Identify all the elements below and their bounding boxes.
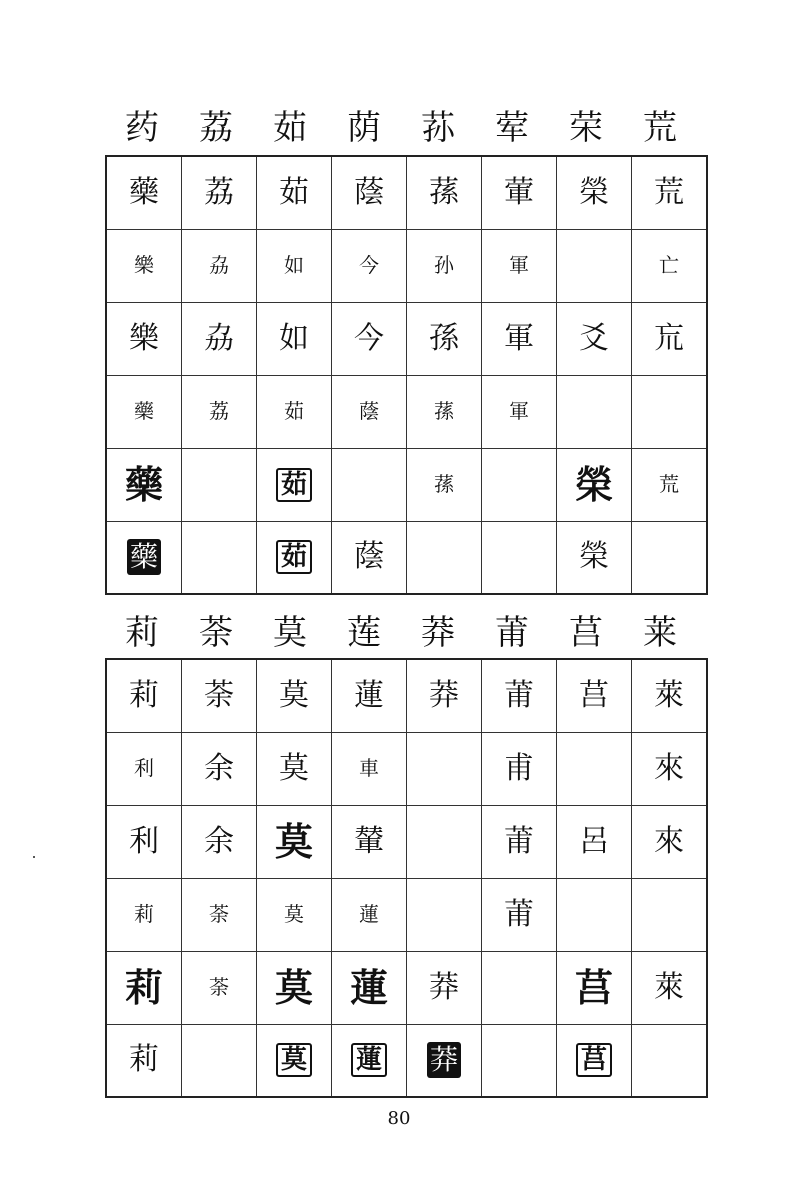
glyph-variant: 蔭 xyxy=(354,539,384,575)
glyph-variant: 萊 xyxy=(654,677,684,713)
glyph-cell xyxy=(106,302,182,375)
empty-cell xyxy=(182,448,257,521)
glyph-row xyxy=(106,732,707,805)
glyph-cell xyxy=(557,659,632,732)
empty-cell xyxy=(482,1024,557,1097)
empty-cell xyxy=(407,805,482,878)
glyph-cell xyxy=(182,229,257,302)
glyph-cell xyxy=(106,375,182,448)
glyph-cell xyxy=(106,1024,182,1097)
empty-cell xyxy=(632,878,708,951)
glyph-variant: 余 xyxy=(204,750,234,786)
glyph-variant: 葷 xyxy=(504,174,534,210)
glyph-variant: 莽 xyxy=(427,1042,461,1078)
empty-cell xyxy=(557,878,632,951)
glyph-cell xyxy=(257,521,332,594)
glyph-cell xyxy=(482,878,557,951)
glyph-cell xyxy=(557,1024,632,1097)
glyph-variant: 軍 xyxy=(509,253,529,277)
column-header: 莽 xyxy=(421,613,455,653)
glyph-cell xyxy=(557,805,632,878)
glyph-cell xyxy=(632,732,708,805)
glyph-cell xyxy=(332,659,407,732)
column-header: 莉 xyxy=(125,613,159,653)
glyph-cell xyxy=(257,659,332,732)
glyph-variant: 莒 xyxy=(576,1043,612,1077)
empty-cell xyxy=(632,1024,708,1097)
glyph-row xyxy=(106,156,707,229)
glyph-row xyxy=(106,521,707,594)
glyph-cell xyxy=(182,302,257,375)
glyph-variant: 蓮 xyxy=(349,964,388,1010)
glyph-variant: 甫 xyxy=(504,750,534,786)
column-header: 莒 xyxy=(569,613,603,653)
glyph-cell xyxy=(332,732,407,805)
glyph-variant: 莉 xyxy=(129,677,159,713)
glyph-variant: 莫 xyxy=(279,750,309,786)
column-header: 荤 xyxy=(495,108,529,148)
glyph-cell xyxy=(257,375,332,448)
glyph-variant: 軍 xyxy=(509,399,529,423)
glyph-variant: 利 xyxy=(129,823,159,859)
glyph-row xyxy=(106,1024,707,1097)
glyph-variant: 榮 xyxy=(579,174,609,210)
glyph-cell xyxy=(332,229,407,302)
page-number: 80 xyxy=(387,1108,411,1129)
glyph-variant: 莫 xyxy=(274,818,313,864)
glyph-cell xyxy=(482,156,557,229)
glyph-variant: 蓀 xyxy=(434,399,454,423)
glyph-variant: 莫 xyxy=(284,902,304,926)
header-row xyxy=(105,613,697,653)
glyph-variant: 樂 xyxy=(134,253,154,277)
glyph-variant: 莽 xyxy=(429,677,459,713)
glyph-variant: 劦 xyxy=(204,320,234,356)
glyph-variant: 藥 xyxy=(124,461,163,507)
glyph-cell xyxy=(632,302,708,375)
glyph-cell xyxy=(257,878,332,951)
empty-cell xyxy=(632,521,708,594)
empty-cell xyxy=(182,1024,257,1097)
glyph-cell xyxy=(557,302,632,375)
glyph-cell xyxy=(482,375,557,448)
glyph-variant: 蔭 xyxy=(354,174,384,210)
glyph-variant: 荼 xyxy=(204,677,234,713)
glyph-cell xyxy=(332,951,407,1024)
glyph-variant: 軍 xyxy=(504,320,534,356)
glyph-variant: 荒 xyxy=(659,472,679,496)
glyph-variant: 莫 xyxy=(276,1043,312,1077)
glyph-variant: 來 xyxy=(654,750,684,786)
glyph-cell xyxy=(557,448,632,521)
glyph-cell xyxy=(182,951,257,1024)
column-header: 莫 xyxy=(273,613,307,653)
glyph-cell xyxy=(332,156,407,229)
glyph-cell xyxy=(332,375,407,448)
column-header: 荼 xyxy=(199,613,233,653)
glyph-row xyxy=(106,805,707,878)
glyph-variant: 樂 xyxy=(129,320,159,356)
glyph-variant: 莽 xyxy=(429,969,459,1005)
glyph-cell xyxy=(106,448,182,521)
glyph-variant: 荔 xyxy=(204,174,234,210)
glyph-variant: 利 xyxy=(134,756,154,780)
glyph-cell xyxy=(257,951,332,1024)
glyph-variant: 亡 xyxy=(659,253,679,277)
glyph-cell xyxy=(257,805,332,878)
glyph-grid xyxy=(105,155,708,595)
glyph-cell xyxy=(106,156,182,229)
glyph-variant: 莆 xyxy=(504,823,534,859)
column-header: 荒 xyxy=(643,108,677,148)
glyph-cell xyxy=(257,156,332,229)
glyph-variant: 爻 xyxy=(579,320,609,356)
glyph-cell xyxy=(632,156,708,229)
glyph-cell xyxy=(407,229,482,302)
column-header: 茹 xyxy=(273,108,307,148)
glyph-cell xyxy=(257,448,332,521)
glyph-variant: 茹 xyxy=(284,399,304,423)
glyph-variant: 莆 xyxy=(504,896,534,932)
glyph-variant: 莒 xyxy=(579,677,609,713)
glyph-variant: 藥 xyxy=(134,399,154,423)
glyph-variant: 莫 xyxy=(274,964,313,1010)
glyph-cell xyxy=(332,805,407,878)
glyph-variant: 莉 xyxy=(134,902,154,926)
glyph-cell xyxy=(632,805,708,878)
glyph-cell xyxy=(407,1024,482,1097)
glyph-cell xyxy=(407,951,482,1024)
glyph-cell xyxy=(407,302,482,375)
glyph-variant: 呂 xyxy=(579,823,609,859)
empty-cell xyxy=(332,448,407,521)
glyph-variant: 今 xyxy=(354,320,384,356)
glyph-variant: 蓀 xyxy=(429,174,459,210)
header-row xyxy=(105,108,697,148)
glyph-variant: 荒 xyxy=(654,174,684,210)
glyph-variant: 莫 xyxy=(279,677,309,713)
glyph-cell xyxy=(257,732,332,805)
glyph-row xyxy=(106,302,707,375)
empty-cell xyxy=(407,878,482,951)
empty-cell xyxy=(482,521,557,594)
glyph-cell xyxy=(332,521,407,594)
glyph-cell xyxy=(182,156,257,229)
glyph-variant: 莉 xyxy=(129,1042,159,1078)
glyph-variant: 藥 xyxy=(127,539,161,575)
glyph-variant: 輦 xyxy=(354,823,384,859)
empty-cell xyxy=(407,732,482,805)
glyph-row xyxy=(106,878,707,951)
glyph-cell xyxy=(482,805,557,878)
glyph-cell xyxy=(257,1024,332,1097)
glyph-variant: 蓀 xyxy=(434,472,454,496)
glyph-cell xyxy=(106,521,182,594)
glyph-row xyxy=(106,659,707,732)
glyph-cell xyxy=(407,448,482,521)
glyph-cell xyxy=(182,659,257,732)
glyph-variant: 蓮 xyxy=(351,1043,387,1077)
glyph-variant: 莉 xyxy=(124,964,163,1010)
glyph-variant: 劦 xyxy=(209,253,229,277)
glyph-variant: 孫 xyxy=(429,320,459,356)
glyph-variant: 蓮 xyxy=(354,677,384,713)
glyph-row xyxy=(106,375,707,448)
glyph-cell xyxy=(106,659,182,732)
glyph-cell xyxy=(332,1024,407,1097)
column-header: 莲 xyxy=(347,613,381,653)
glyph-variant: 萊 xyxy=(654,969,684,1005)
glyph-cell xyxy=(106,878,182,951)
glyph-variant: 荼 xyxy=(209,975,229,999)
glyph-variant: 茹 xyxy=(279,174,309,210)
glyph-cell xyxy=(106,951,182,1024)
glyph-grid xyxy=(105,658,708,1098)
glyph-cell xyxy=(632,229,708,302)
glyph-cell xyxy=(332,302,407,375)
glyph-cell xyxy=(182,375,257,448)
empty-cell xyxy=(557,732,632,805)
glyph-variant: 荼 xyxy=(209,902,229,926)
column-header: 荔 xyxy=(199,108,233,148)
glyph-cell xyxy=(182,805,257,878)
glyph-variant: 蓮 xyxy=(359,902,379,926)
column-header: 荫 xyxy=(347,108,381,148)
empty-cell xyxy=(632,375,708,448)
empty-cell xyxy=(557,375,632,448)
empty-cell xyxy=(482,951,557,1024)
glyph-variant: 莒 xyxy=(574,964,613,1010)
column-header: 荪 xyxy=(421,108,455,148)
glyph-cell xyxy=(182,732,257,805)
glyph-cell xyxy=(106,805,182,878)
glyph-cell xyxy=(482,302,557,375)
empty-cell xyxy=(482,448,557,521)
glyph-cell xyxy=(557,951,632,1024)
glyph-variant: 來 xyxy=(654,823,684,859)
glyph-cell xyxy=(632,951,708,1024)
glyph-variant: 榮 xyxy=(579,539,609,575)
glyph-row xyxy=(106,448,707,521)
glyph-row xyxy=(106,229,707,302)
glyph-variant: 榮 xyxy=(574,461,613,507)
glyph-cell xyxy=(182,878,257,951)
glyph-cell xyxy=(482,732,557,805)
glyph-cell xyxy=(557,521,632,594)
glyph-cell xyxy=(482,659,557,732)
glyph-variant: 孙 xyxy=(434,253,454,277)
glyph-variant: 茹 xyxy=(276,540,312,574)
glyph-cell xyxy=(632,448,708,521)
glyph-cell xyxy=(407,375,482,448)
empty-cell xyxy=(557,229,632,302)
glyph-variant: 巟 xyxy=(654,320,684,356)
column-header: 荣 xyxy=(569,108,603,148)
glyph-row xyxy=(106,951,707,1024)
print-speck xyxy=(33,856,35,858)
column-header: 莆 xyxy=(495,613,529,653)
glyph-cell xyxy=(257,229,332,302)
column-header: 莱 xyxy=(643,613,677,653)
glyph-cell xyxy=(106,229,182,302)
glyph-variant: 茹 xyxy=(276,468,312,502)
glyph-variant: 余 xyxy=(204,823,234,859)
glyph-cell xyxy=(632,659,708,732)
glyph-cell xyxy=(257,302,332,375)
glyph-variant: 今 xyxy=(359,253,379,277)
glyph-variant: 莆 xyxy=(504,677,534,713)
glyph-variant: 荔 xyxy=(209,399,229,423)
empty-cell xyxy=(407,521,482,594)
glyph-cell xyxy=(407,659,482,732)
glyph-cell xyxy=(557,156,632,229)
glyph-cell xyxy=(482,229,557,302)
glyph-variant: 藥 xyxy=(129,174,159,210)
glyph-variant: 蔭 xyxy=(359,399,379,423)
column-header: 药 xyxy=(125,108,159,148)
glyph-variant: 車 xyxy=(359,756,379,780)
glyph-cell xyxy=(407,156,482,229)
glyph-cell xyxy=(106,732,182,805)
glyph-variant: 如 xyxy=(284,253,304,277)
empty-cell xyxy=(182,521,257,594)
glyph-cell xyxy=(332,878,407,951)
glyph-variant: 如 xyxy=(279,320,309,356)
